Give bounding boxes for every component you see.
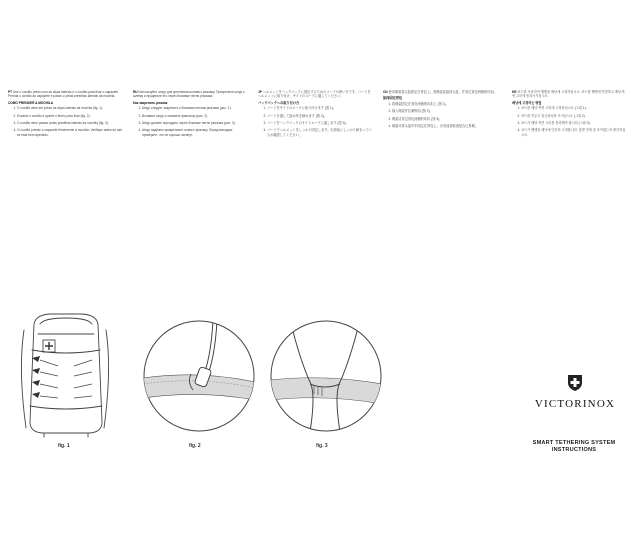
step-item: 3. 绳索应穿过背包两侧的环扣 (图 3)。 [392, 117, 498, 121]
section-heading: 如何固定背包 [383, 96, 403, 101]
step-list [133, 106, 248, 137]
figure-caption: fig. 3 [316, 443, 328, 449]
step-item: 2. Вставьте шнур и затяните фиксатор (рис. 2). [142, 114, 248, 118]
step-item: 4. コードでヘルメットをしっかり固定します。出発前にしっかり締まっているか確認してください。 [267, 128, 373, 137]
step-item: 2. Encaixe o cordão e aperte o fecho para fixar (fig. 2). [17, 114, 123, 118]
cord-loop-detail-illustration [270, 320, 382, 432]
step-item: 1. Шнур следует закрепить к боковым петлям рюкзака (рис. 1). [142, 106, 248, 110]
section-heading: Как закрепить рюкзак [133, 100, 168, 105]
step-item: 1. O cordão deve ser preso às alças laterais da mochila (fig. 1). [17, 106, 123, 110]
text-column-kr [512, 90, 627, 140]
title-line-2: INSTRUCTIONS [551, 447, 597, 454]
step-item: 3. 코드가 배낭 측면 고리를 통과해야 합니다 (그림 3). [521, 121, 627, 125]
section-heading: バックパックへの取り付け方 [258, 100, 300, 105]
figure-caption: fig. 2 [189, 443, 201, 449]
section-heading: 배낭에 고정하는 방법 [512, 100, 542, 105]
brand-block [530, 372, 620, 410]
step-item: 2. 插入绳索并拉紧锁扣 (图 2)。 [392, 109, 498, 113]
step-item: 2. コードを通して留め具を締めます (図 2)。 [267, 114, 373, 118]
intro-text: Используйте шнур для крепления шлема к рюкзаку. Прикрепите шнур к шлему и проденьте его через боковые петли рюкзака. [133, 90, 245, 99]
figure-caption: fig. 1 [58, 443, 70, 449]
step-list [8, 106, 123, 137]
step-item: 4. O cordão prende o capacete firmemente à mochila. Verifique antes de sair se está bem apertado. [17, 128, 123, 137]
backpack-illustration [10, 310, 120, 438]
text-column-pt [8, 90, 123, 140]
step-item: 1. 将绳索固定在背包两侧的环扣上 (图 1)。 [392, 102, 498, 106]
intro-text: 使用绳索将头盔固定在背包上。将绳索连接到头盔，并穿过背包两侧的环扣。 [388, 90, 497, 94]
step-item: 4. 코드가 헬멧을 배낭에 단단히 고정합니다. 출발 전에 잘 조여졌는지 확인하십시오. [521, 128, 627, 137]
step-list [383, 102, 498, 129]
step-list [258, 106, 373, 137]
cord-clip-detail-illustration [143, 320, 255, 432]
step-item: 4. 绳索可将头盔牢牢固定在背包上。出发前请检查是否已系紧。 [392, 124, 498, 128]
language-code: PT [8, 90, 13, 94]
step-list [512, 106, 627, 137]
text-column-jp [258, 90, 373, 140]
title-line-1: SMART TETHERING SYSTEM [532, 440, 616, 446]
step-item: 4. Шнур надёжно прикрепляет шлем к рюкзаку. Перед выходом проверьте, что он хорошо затянут. [142, 128, 248, 137]
victorinox-cross-logo [565, 372, 585, 392]
intro-text: 코드를 사용하여 헬멧을 배낭에 고정하십시오. 코드를 헬멧에 연결하고 배낭 측면 고리에 통과시키십시오. [512, 90, 625, 99]
document-title [528, 440, 620, 454]
step-item: 2. 코드를 끼우고 잠금장치를 조이십시오 (그림 2). [521, 114, 627, 118]
language-code: RU [133, 90, 138, 94]
text-column-ru [133, 90, 248, 140]
step-item: 1. コードをサイドのループに取り付けます (図 1)。 [267, 106, 373, 110]
step-item: 1. 코드를 배낭 측면 고리에 고정하십시오 (그림 1). [521, 106, 627, 110]
step-item: 3. コードをバックパックのサイドループに通します (図 3)。 [267, 121, 373, 125]
text-column-cn [383, 90, 498, 131]
language-code: CN [383, 90, 388, 94]
step-item: 3. Шнур должен проходить через боковые петли рюкзака (рис. 3). [142, 121, 248, 125]
intro-text: ヘルメットをバックパックに固定するためのコードの使い方です。コードをヘルメットに取り付け、サイドのループに通してください。 [258, 90, 371, 99]
section-heading: COMO PRENDER A MOCHILA [8, 100, 54, 105]
language-code: KR [512, 90, 517, 94]
brand-name: VICTORINOX [534, 398, 616, 410]
step-item: 3. O cordão deve passar pelas presilhas laterais da mochila (fig. 3). [17, 121, 123, 125]
language-code: JP [258, 90, 262, 94]
intro-text: Use o cordão preso com as alças laterais e o cordão para fixar o capacete. Prenda o cordão ao capacete e passe-o pelas presilhas laterais da mochila. [8, 90, 119, 99]
